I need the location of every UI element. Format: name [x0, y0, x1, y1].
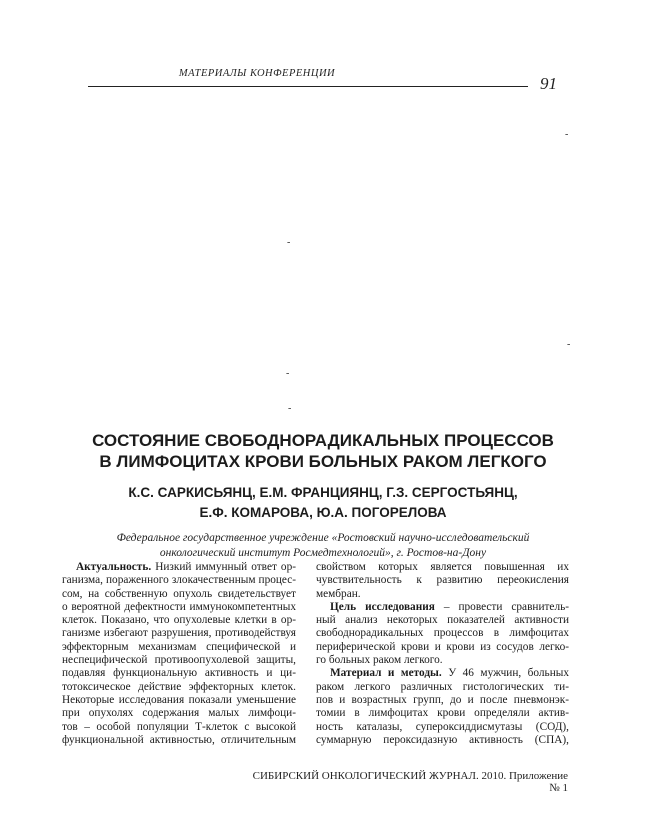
page-number: 91	[540, 74, 557, 93]
stray-mark: -	[286, 368, 290, 379]
paragraph-line: ный анализ некоторых показателей активности	[316, 614, 569, 627]
paragraph-line: о вероятной дефектности иммунокомпетентных	[62, 600, 296, 613]
affiliation-line: Федеральное государственное учреждение «Ростовский научно-исследовательский	[116, 532, 530, 544]
paragraph-line: чувствительность к развитию переокисления	[316, 574, 569, 587]
stray-mark: -	[288, 403, 292, 414]
section-heading-methods: Материал и методы.	[330, 667, 442, 680]
stray-mark: -	[567, 339, 571, 350]
article-authors	[60, 483, 586, 523]
paragraph-line	[62, 561, 296, 574]
paragraph-line: пов и возрастных групп, до и после пневмонэк-	[316, 693, 569, 706]
paragraph-line: при опухолях содержания малых лимфоци-	[62, 707, 296, 720]
paragraph-line	[316, 601, 569, 614]
paragraph-line: ганизме избегают разрушения, противодействуя	[62, 627, 296, 640]
paragraph-line: тов – особой популяции Т-клеток с высокой	[62, 720, 296, 733]
text-span: – провести сравнитель-	[434, 600, 569, 613]
body-column-left	[62, 561, 296, 747]
paragraph-line: функциональной активностью, отличительным	[62, 733, 296, 746]
text-span: У 46 мужчин, больных	[441, 667, 569, 680]
stray-mark: -	[565, 129, 569, 140]
paragraph-line: Некоторые исследования показали уменьшение	[62, 693, 296, 706]
section-heading-relevance: Актуальность.	[76, 561, 152, 573]
paragraph-line: тотоксическое действие эффекторных клеток.	[62, 680, 296, 693]
paragraph-line	[316, 667, 569, 680]
paragraph-line: ганизма, пораженного злокачественным процес-	[62, 574, 296, 587]
paragraph-line: клеток. Показано, что опухолевые клетки в ор-	[62, 614, 296, 627]
paragraph-line: сом, на собственную опухоль свидетельствует	[62, 587, 296, 600]
article-title	[60, 430, 586, 472]
paragraph-line: раком легкого различных гистологических ти-	[316, 680, 569, 693]
paragraph-line: периферической крови и крови из сосудов легко-	[316, 640, 569, 653]
paragraph-line: свойством которых является повышенная их	[316, 561, 569, 573]
authors-line: Е.Ф. КОМАРОВА, Ю.А. ПОГОРЕЛОВА	[199, 505, 447, 520]
paragraph-line: подавляя функциональную активность и ци-	[62, 667, 296, 680]
paragraph-line: го больных раком легкого.	[316, 654, 443, 667]
running-head: МАТЕРИАЛЫ КОНФЕРЕНЦИИ	[178, 68, 336, 79]
title-line: В ЛИМФОЦИТАХ КРОВИ БОЛЬНЫХ РАКОМ ЛЕГКОГО	[99, 452, 547, 471]
paragraph-line: томии в лимфоцитах крови определяли актив-	[316, 707, 569, 720]
authors-line: К.С. САРКИСЬЯНЦ, Е.М. ФРАНЦИЯНЦ, Г.З. СЕРГОСТЬЯНЦ,	[128, 485, 518, 500]
body-column-right	[316, 561, 569, 747]
paragraph-line: неспецифической противоопухолевой защиты,	[62, 654, 296, 667]
paragraph-line: свободнорадикальных процессов в лимфоцитах	[316, 627, 569, 640]
stray-mark: -	[287, 237, 291, 248]
section-heading-aim: Цель исследования	[330, 600, 435, 613]
affiliation-line: онкологический институт Росмедтехнологий», г. Ростов-на-Дону	[159, 547, 487, 559]
article-affiliation	[60, 531, 586, 561]
paragraph-line: эффекторным механизмам специфической и	[62, 640, 296, 653]
header-rule	[88, 86, 528, 87]
text-span: Низкий иммунный ответ ор-	[151, 561, 296, 573]
title-line: СОСТОЯНИЕ СВОБОДНОРАДИКАЛЬНЫХ ПРОЦЕССОВ	[92, 431, 554, 450]
paragraph-line: суммарную пероксидазную активность (СПА),	[316, 733, 569, 746]
journal-footer: СИБИРСКИЙ ОНКОЛОГИЧЕСКИЙ ЖУРНАЛ. 2010. Приложение № 1	[252, 770, 568, 794]
paragraph-line: мембран.	[316, 587, 361, 600]
paragraph-line: ность каталазы, супероксиддисмутазы (СОД),	[316, 720, 569, 733]
